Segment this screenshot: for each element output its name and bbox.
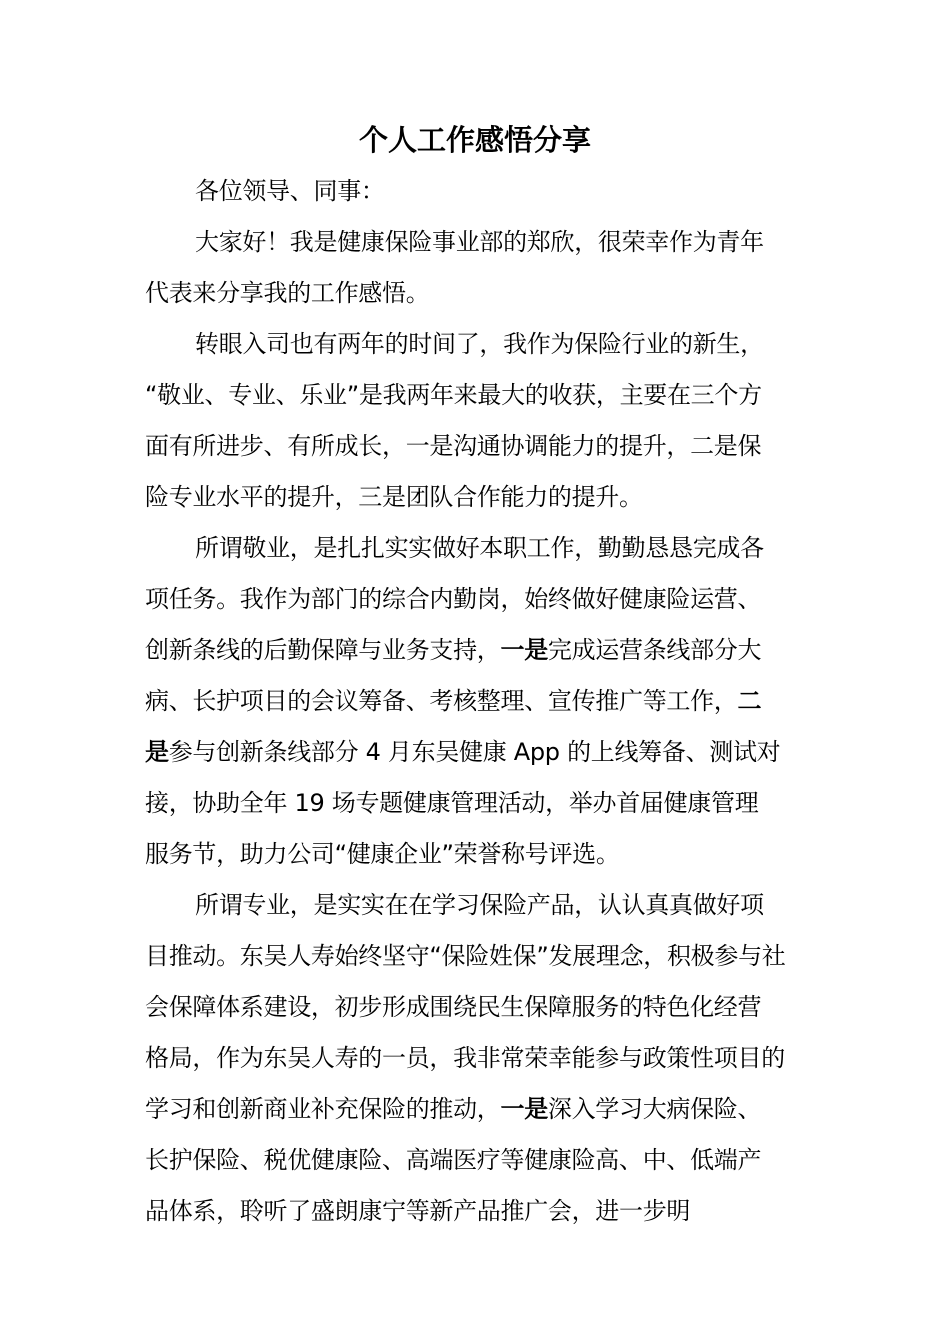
bold-text: 一是 (500, 636, 548, 664)
document-title: 个人工作感悟分享 (358, 123, 591, 157)
text-line (145, 1186, 825, 1237)
text-run: 会保障体系建设，初步形成围绕民生保障服务的特色化经营 (145, 993, 762, 1021)
text-line (145, 217, 825, 268)
document-body (145, 166, 825, 1237)
text-run: 面有所进步、有所成长，一是沟通协调能力的提升，二是保 (145, 432, 762, 460)
text-line (145, 1033, 825, 1084)
text-line (145, 727, 825, 778)
text-line (145, 880, 825, 931)
text-line (145, 472, 825, 523)
text-line (145, 421, 825, 472)
text-run: 服务节，助力公司“健康企业”荣誉称号评选。 (145, 840, 620, 868)
text-run: 参与创新条线部分 4 月东吴健康 App 的上线筹备、测试对 (168, 738, 781, 766)
text-run: 大家好！我是健康保险事业部的郑欣，很荣幸作为青年 (195, 228, 764, 256)
text-line (145, 370, 825, 421)
text-run: 项任务。我作为部门的综合内勤岗，始终做好健康险运营、 (145, 585, 762, 613)
text-line (145, 676, 825, 727)
text-run: 深入学习大病保险、 (547, 1095, 762, 1123)
bold-text: 是 (145, 738, 169, 766)
text-line (145, 778, 825, 829)
text-line (145, 1135, 825, 1186)
text-run: 所谓专业，是实实在在学习保险产品，认认真真做好项 (195, 891, 764, 919)
text-run: “敬业、专业、乐业”是我两年来最大的收获，主要在三个方 (145, 381, 762, 409)
text-run: 品体系，聆听了盛朗康宁等新产品推广会，进一步明 (145, 1197, 691, 1225)
text-run: 所谓敬业，是扎扎实实做好本职工作，勤勤恳恳完成各 (195, 534, 764, 562)
text-run: 险专业水平的提升，三是团队合作能力的提升。 (145, 483, 643, 511)
text-line (145, 574, 825, 625)
text-line (145, 982, 825, 1033)
bold-text: 一是 (500, 1095, 548, 1123)
text-run: 学习和创新商业补充保险的推动， (145, 1095, 501, 1123)
text-run: 完成运营条线部分大 (547, 636, 762, 664)
text-run: 各位领导、同事： (195, 177, 385, 205)
text-run: 代表来分享我的工作感悟。 (145, 279, 430, 307)
text-run: 格局，作为东吴人寿的一员，我非常荣幸能参与政策性项目的 (145, 1044, 785, 1072)
text-run: 长护保险、税优健康险、高端医疗等健康险高、中、低端产 (145, 1146, 762, 1174)
text-run: 接，协助全年 19 场专题健康管理活动，举办首届健康管理 (145, 789, 759, 817)
text-line (145, 931, 825, 982)
text-run: 目推动。东吴人寿始终坚守“保险姓保”发展理念，积极参与社 (145, 942, 786, 970)
text-line (145, 319, 825, 370)
text-run: 转眼入司也有两年的时间了，我作为保险行业的新生， (195, 330, 764, 358)
text-run: 创新条线的后勤保障与业务支持， (145, 636, 501, 664)
text-line (145, 166, 825, 217)
text-line (145, 829, 825, 880)
text-line (145, 268, 825, 319)
bold-text: 二 (737, 687, 762, 715)
text-line (145, 523, 825, 574)
text-line (145, 625, 825, 676)
text-line (145, 1084, 825, 1135)
text-run: 病、长护项目的会议筹备、考核整理、宣传推广等工作， (145, 687, 738, 715)
